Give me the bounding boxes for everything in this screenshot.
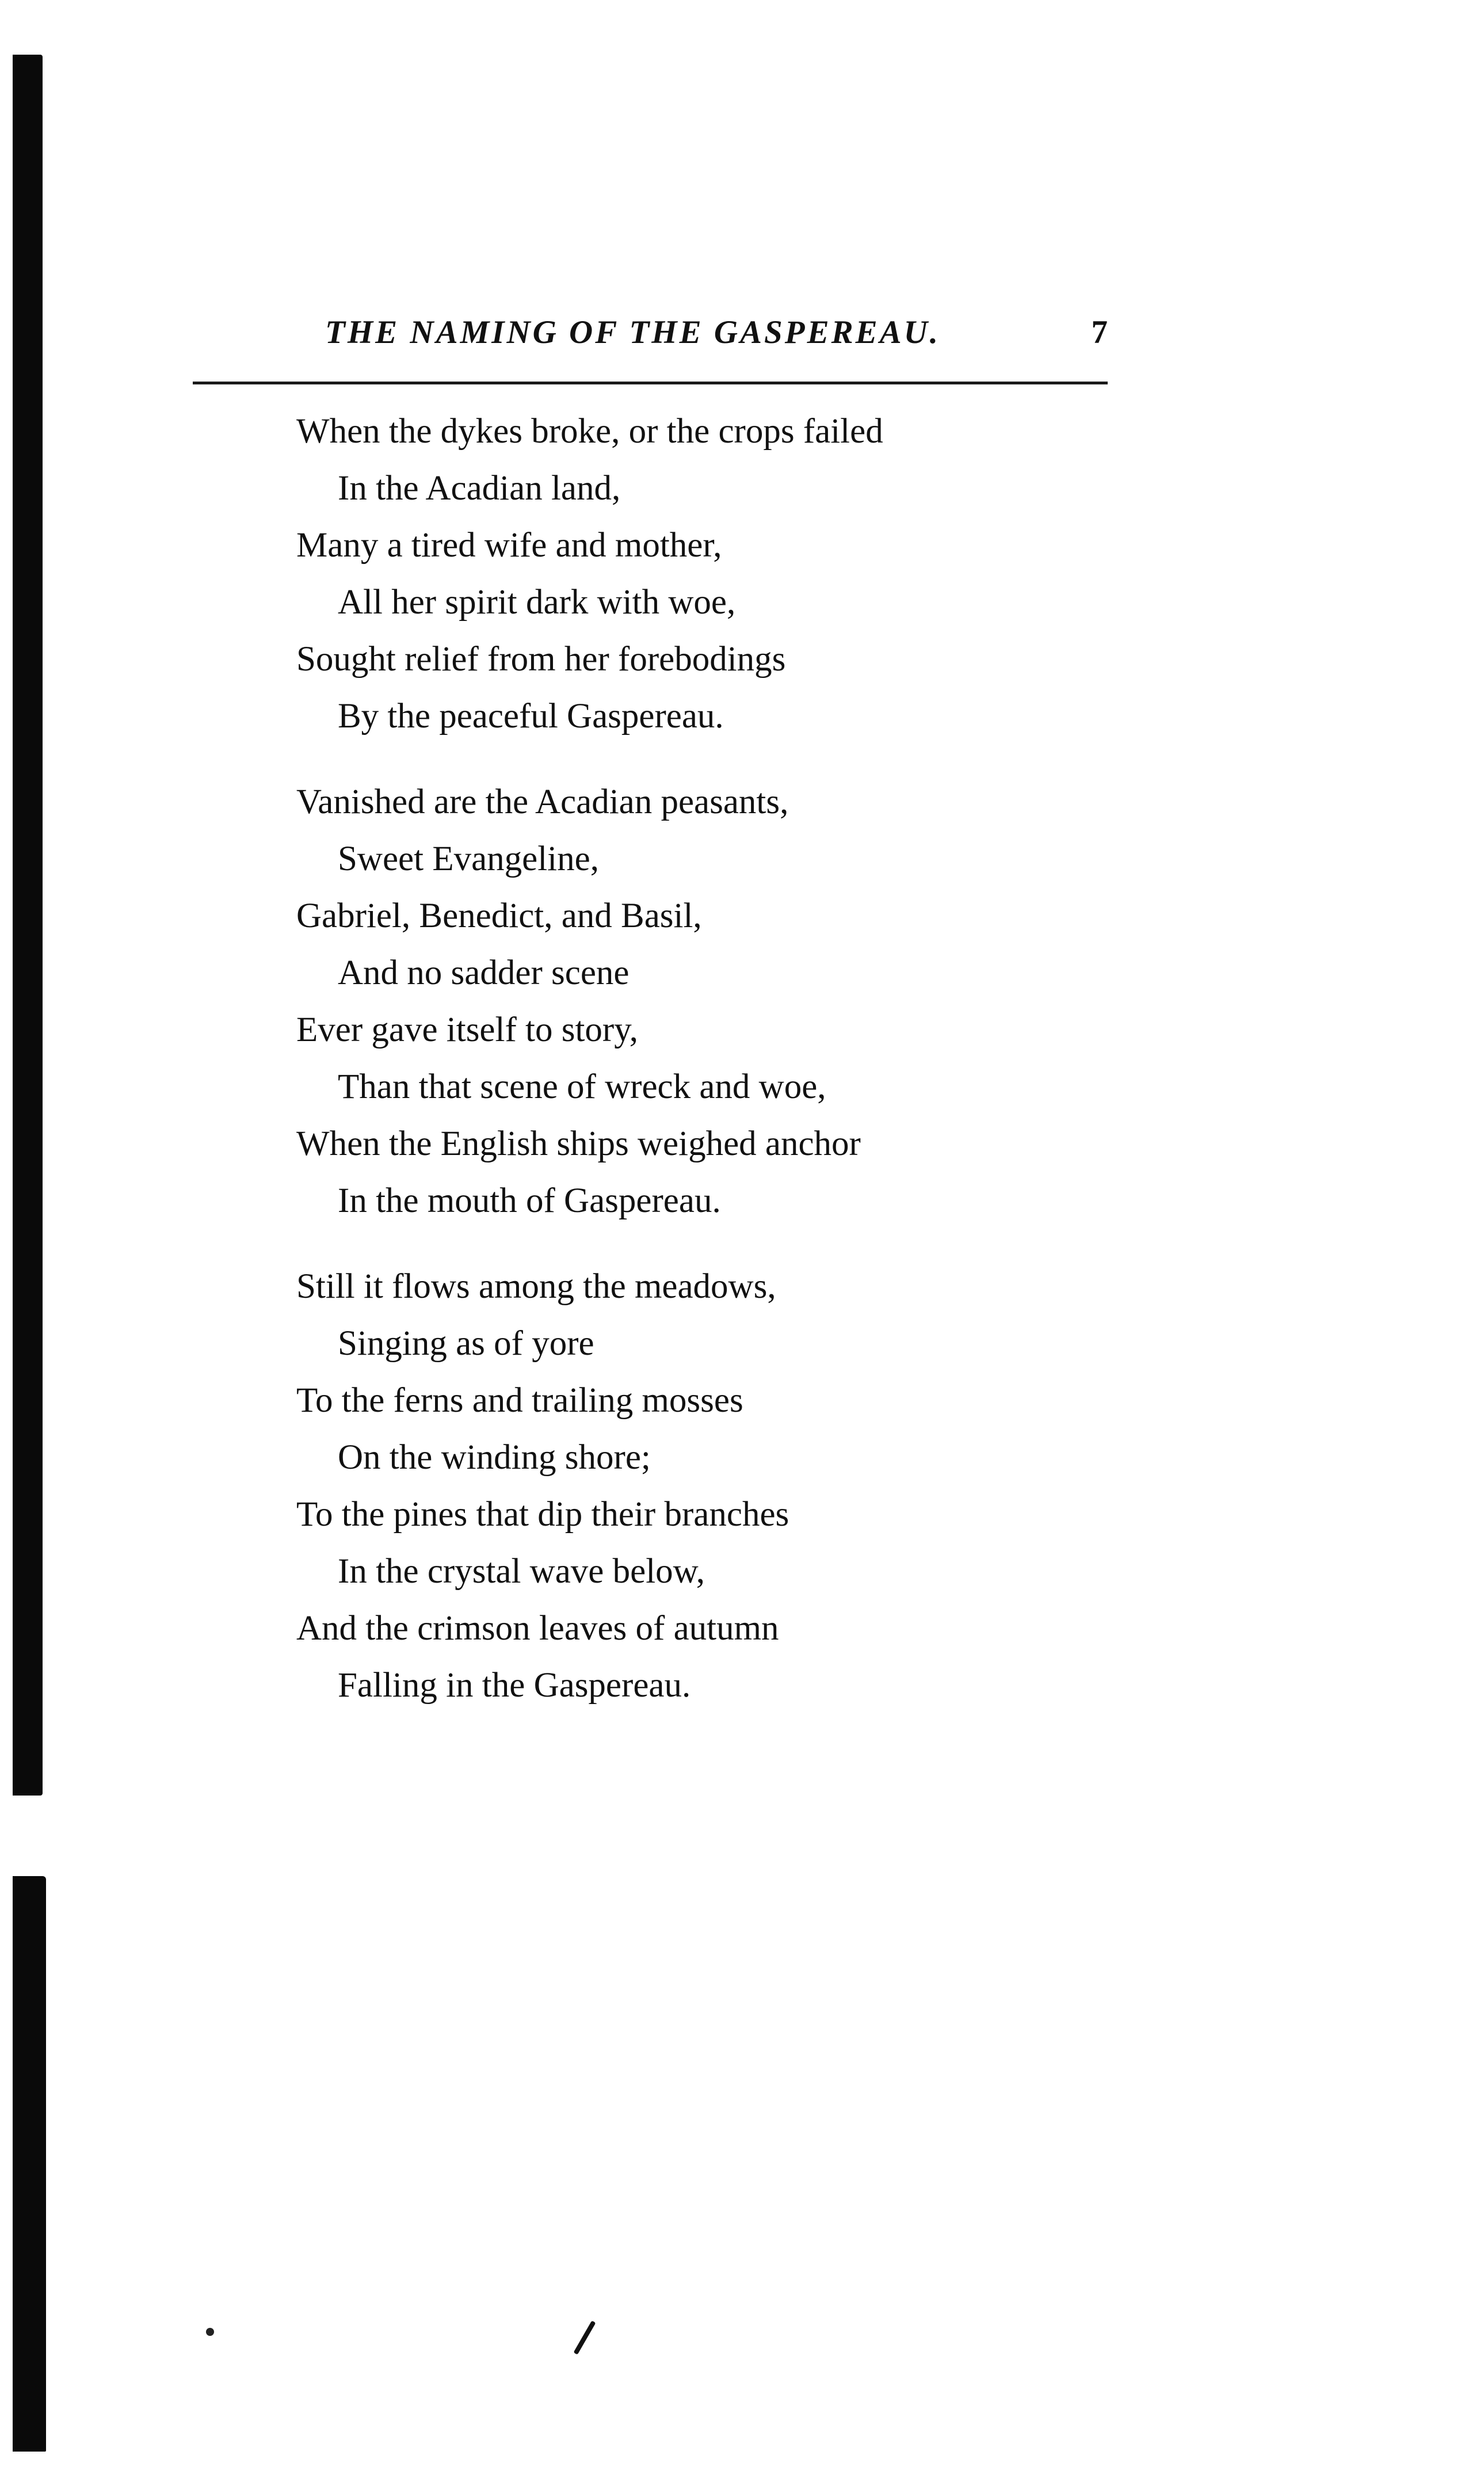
poem-line: By the peaceful Gaspereau. (338, 697, 724, 735)
poem-line: And no sadder scene (338, 954, 630, 992)
stanza (296, 403, 1102, 745)
poem-line: Falling in the Gaspereau. (338, 1666, 691, 1705)
stanza (296, 773, 1102, 1229)
poem-line: To the pines that dip their branches (296, 1495, 789, 1534)
poem-line: When the English ships weighed anchor (296, 1125, 861, 1163)
poem-line: Ever gave itself to story, (296, 1011, 639, 1049)
ink-dot (206, 2328, 214, 2336)
poem-line: To the ferns and trailing mosses (296, 1381, 743, 1420)
binding-shadow-bottom (13, 1876, 46, 2452)
header-rule (193, 382, 1108, 384)
running-head (193, 314, 1108, 360)
poem-line: Singing as of yore (338, 1324, 594, 1363)
poem-line: When the dykes broke, or the crops failed (296, 412, 883, 451)
ink-stroke (574, 2320, 596, 2354)
running-title: THE NAMING OF THE GASPEREAU. (325, 314, 941, 350)
stanza (296, 1258, 1102, 1714)
poem-line: Vanished are the Acadian peasants, (296, 783, 789, 821)
poem-line: Sweet Evangeline, (338, 840, 599, 878)
poem-line: Many a tired wife and mother, (296, 526, 722, 565)
binding-shadow-top (13, 55, 43, 1796)
poem-line: All her spirit dark with woe, (338, 583, 736, 622)
poem-line: Still it flows among the meadows, (296, 1267, 776, 1306)
poem-line: And the crimson leaves of autumn (296, 1609, 779, 1648)
poem-line: In the crystal wave below, (338, 1552, 705, 1591)
poem-line: On the winding shore; (338, 1438, 651, 1477)
poem-line: Than that scene of wreck and woe, (338, 1068, 826, 1106)
poem-line: In the mouth of Gaspereau. (338, 1181, 721, 1220)
poem-body (296, 403, 1102, 1743)
poem-line: Sought relief from her forebodings (296, 640, 786, 679)
poem-line: In the Acadian land, (338, 469, 621, 508)
poem-line: Gabriel, Benedict, and Basil, (296, 897, 702, 935)
page-number: 7 (1091, 314, 1108, 350)
